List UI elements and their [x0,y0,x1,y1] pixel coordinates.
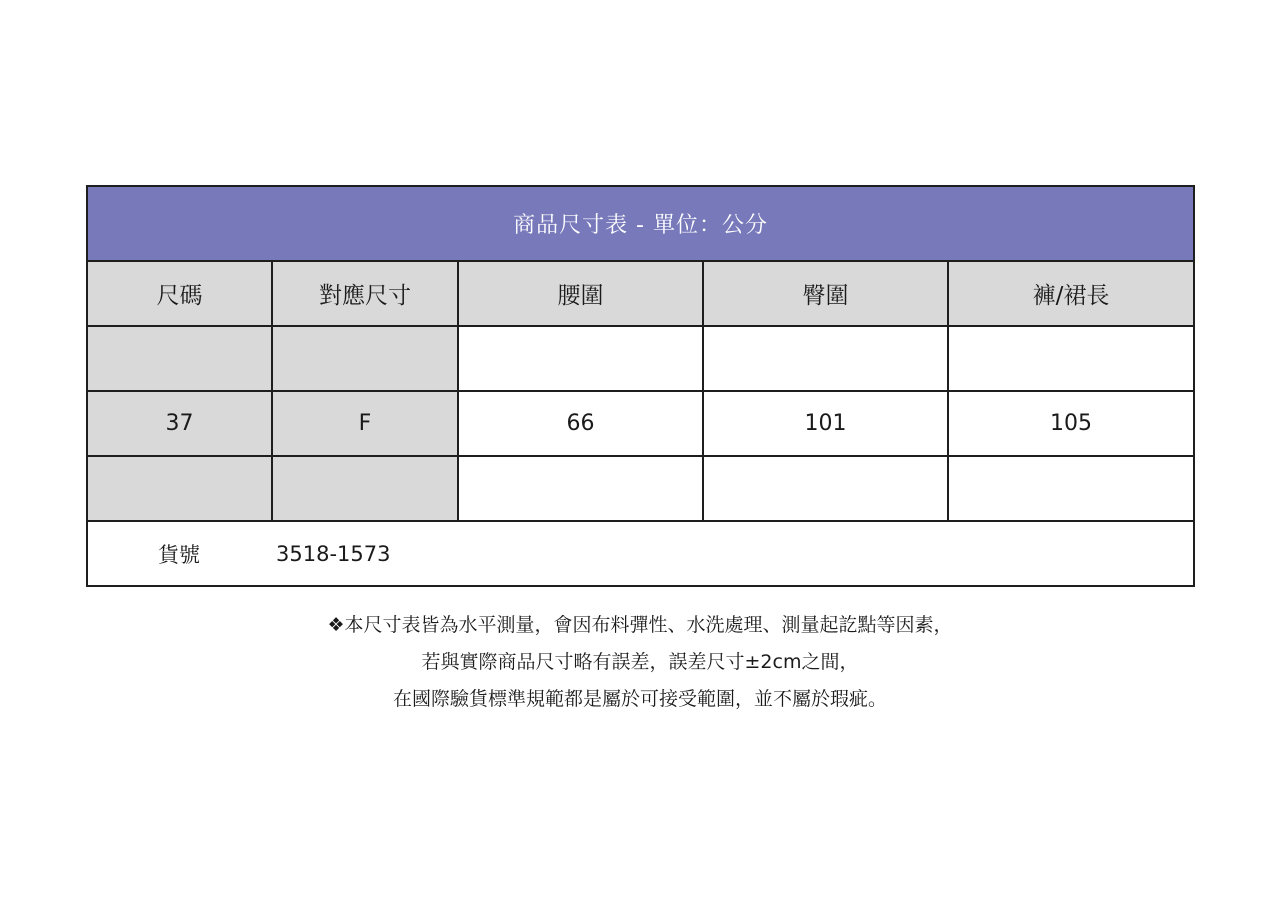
cell-corresponding-size [272,326,458,391]
header-corresponding-size: 對應尺寸 [272,261,458,326]
size-chart-table [86,185,1195,587]
sku-value: 3518-1573 [276,541,391,566]
sku-label: 貨號 [158,542,200,567]
header-size: 尺碼 [87,261,272,326]
table-row [87,391,1194,456]
table-header-row [87,261,1194,326]
header-hip: 臀圍 [703,261,948,326]
cell-length [948,456,1194,521]
cell-size [87,456,272,521]
cell-hip [703,456,948,521]
cell-length [948,326,1194,391]
cell-corresponding-size [272,456,458,521]
table-title: 商品尺寸表 - 單位：公分 [87,186,1194,261]
sku-row [87,521,1194,586]
table-title-row [87,186,1194,261]
cell-waist [458,456,703,521]
cell-size: 37 [87,391,272,456]
cell-length: 105 [948,391,1194,456]
cell-hip: 101 [703,391,948,456]
note-line-1: ❖本尺寸表皆為水平測量，會因布料彈性、水洗處理、測量起訖點等因素， [327,614,953,636]
table-row [87,456,1194,521]
cell-hip [703,326,948,391]
cell-corresponding-size: F [272,391,458,456]
cell-waist: 66 [458,391,703,456]
cell-size [87,326,272,391]
note-line-2: 若與實際商品尺寸略有誤差，誤差尺寸±2cm之間， [421,651,859,673]
cell-waist [458,326,703,391]
header-waist: 腰圍 [458,261,703,326]
sku-cell [87,521,1194,586]
measurement-notes [0,607,1280,718]
note-line-3: 在國際驗貨標準規範都是屬於可接受範圍，並不屬於瑕疵。 [392,688,887,710]
header-length: 褲/裙長 [948,261,1194,326]
table-row [87,326,1194,391]
